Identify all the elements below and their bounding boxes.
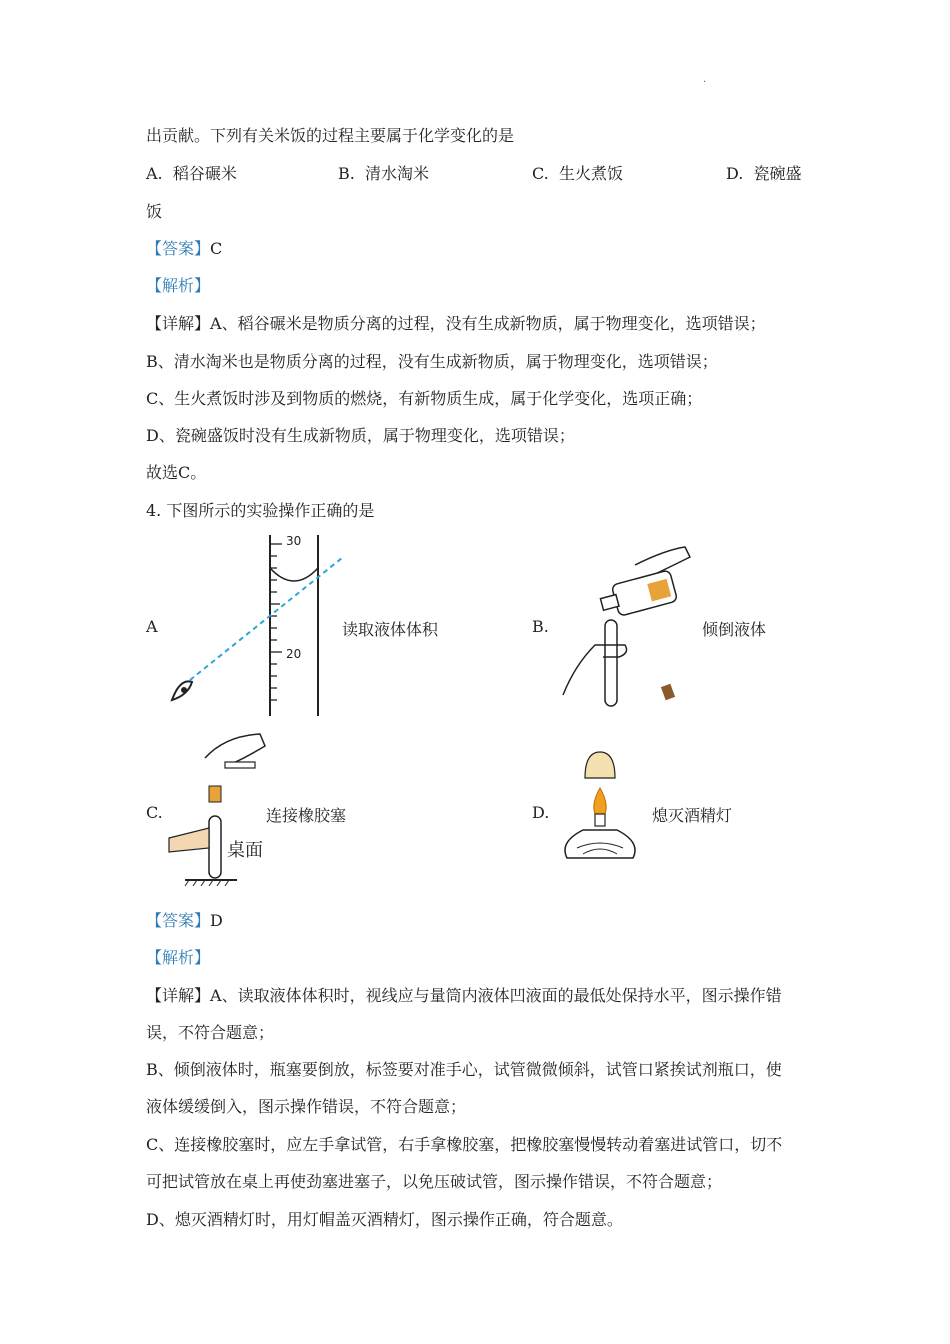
tick-label-30: 30 — [286, 534, 302, 548]
stopper-icon — [661, 684, 675, 701]
q4-detail-line: 【详解】A、读取液体体积时，视线应与量筒内液体凹液面的最低处保持水平，图示操作错 — [146, 986, 782, 1005]
fig-b-caption: 倾倒液体 — [702, 620, 767, 639]
q4-detail-line: 误，不符合题意； — [146, 1023, 275, 1042]
flame-icon — [594, 788, 606, 817]
desk-label: 桌面 — [227, 840, 263, 861]
q3-answer: 【答案】C — [146, 239, 223, 258]
test-tube-icon — [209, 816, 221, 878]
q4-analysis-label: 【解析】 — [146, 948, 211, 967]
test-tube-icon — [605, 620, 617, 706]
q3-detail-line: B、清水淘米也是物质分离的过程，没有生成新物质，属于物理变化，选项错误； — [146, 352, 718, 371]
hand-icon — [635, 547, 690, 575]
tick-label-20: 20 — [286, 647, 302, 661]
alcohol-lamp-figure — [555, 748, 645, 873]
q3-option-a: A. 稻谷碾米 — [146, 164, 237, 183]
connect-stopper-figure — [165, 728, 275, 888]
q3-option-d-wrap: 饭 — [146, 202, 163, 221]
q3-conclusion: 故选C。 — [146, 463, 207, 482]
q3-detail-line: C、生火煮饭时涉及到物质的燃烧，有新物质生成，属于化学变化，选项正确； — [146, 389, 703, 408]
fig-c-letter: C. — [146, 803, 163, 822]
rubber-stopper-icon — [209, 786, 221, 802]
q4-detail-line: C、连接橡胶塞时，应左手拿试管，右手拿橡胶塞，把橡胶塞慢慢转动着塞进试管口，切不 — [146, 1135, 783, 1154]
q4-detail-line: D、熄灭酒精灯时，用灯帽盖灭酒精灯，图示操作正确，符合题意。 — [146, 1210, 623, 1229]
graduated-cylinder-figure — [160, 530, 350, 720]
eye-icon — [172, 681, 192, 700]
q3-detail-line: D、瓷碗盛饭时没有生成新物质，属于物理变化，选项错误； — [146, 426, 575, 445]
q4-detail-line: 可把试管放在桌上再使劲塞进塞子，以免压破试管，图示操作错误，不符合题意； — [146, 1172, 723, 1191]
hand-icon — [205, 734, 265, 764]
pouring-liquid-figure — [555, 545, 705, 710]
fig-a-letter: A — [146, 617, 158, 636]
reagent-bottle-icon — [598, 570, 678, 620]
q3-option-c: C. 生火煮饭 — [532, 164, 623, 183]
left-hand-icon — [169, 828, 209, 852]
sight-line — [190, 558, 342, 680]
q3-option-b: B. 清水淘米 — [338, 164, 430, 183]
q3-analysis-label: 【解析】 — [146, 276, 211, 295]
fig-b-letter: B. — [532, 617, 549, 636]
lamp-cap-icon — [585, 752, 615, 778]
fig-d-letter: D. — [532, 803, 550, 822]
q4-detail-line: B、倾倒液体时，瓶塞要倒放，标签要对准手心，试管微微倾斜，试管口紧挨试剂瓶口，使 — [146, 1060, 782, 1079]
q3-detail-line: 【详解】A、稻谷碾米是物质分离的过程，没有生成新物质，属于物理变化，选项错误； — [146, 314, 766, 333]
header-dot: . — [703, 74, 707, 85]
fig-c-caption: 连接橡胶塞 — [266, 806, 347, 825]
q3-stem: 出贡献。下列有关米饭的过程主要属于化学变化的是 — [146, 126, 515, 145]
q3-option-d: D. 瓷碗盛 — [726, 164, 802, 183]
q4-detail-line: 液体缓缓倒入，图示操作错误，不符合题意； — [146, 1097, 467, 1116]
q4-answer: 【答案】D — [146, 911, 223, 930]
lamp-body-icon — [565, 830, 635, 858]
fig-a-caption: 读取液体体积 — [342, 620, 439, 639]
fig-d-caption: 熄灭酒精灯 — [652, 806, 733, 825]
q4-stem: 4. 下图所示的实验操作正确的是 — [146, 501, 375, 520]
